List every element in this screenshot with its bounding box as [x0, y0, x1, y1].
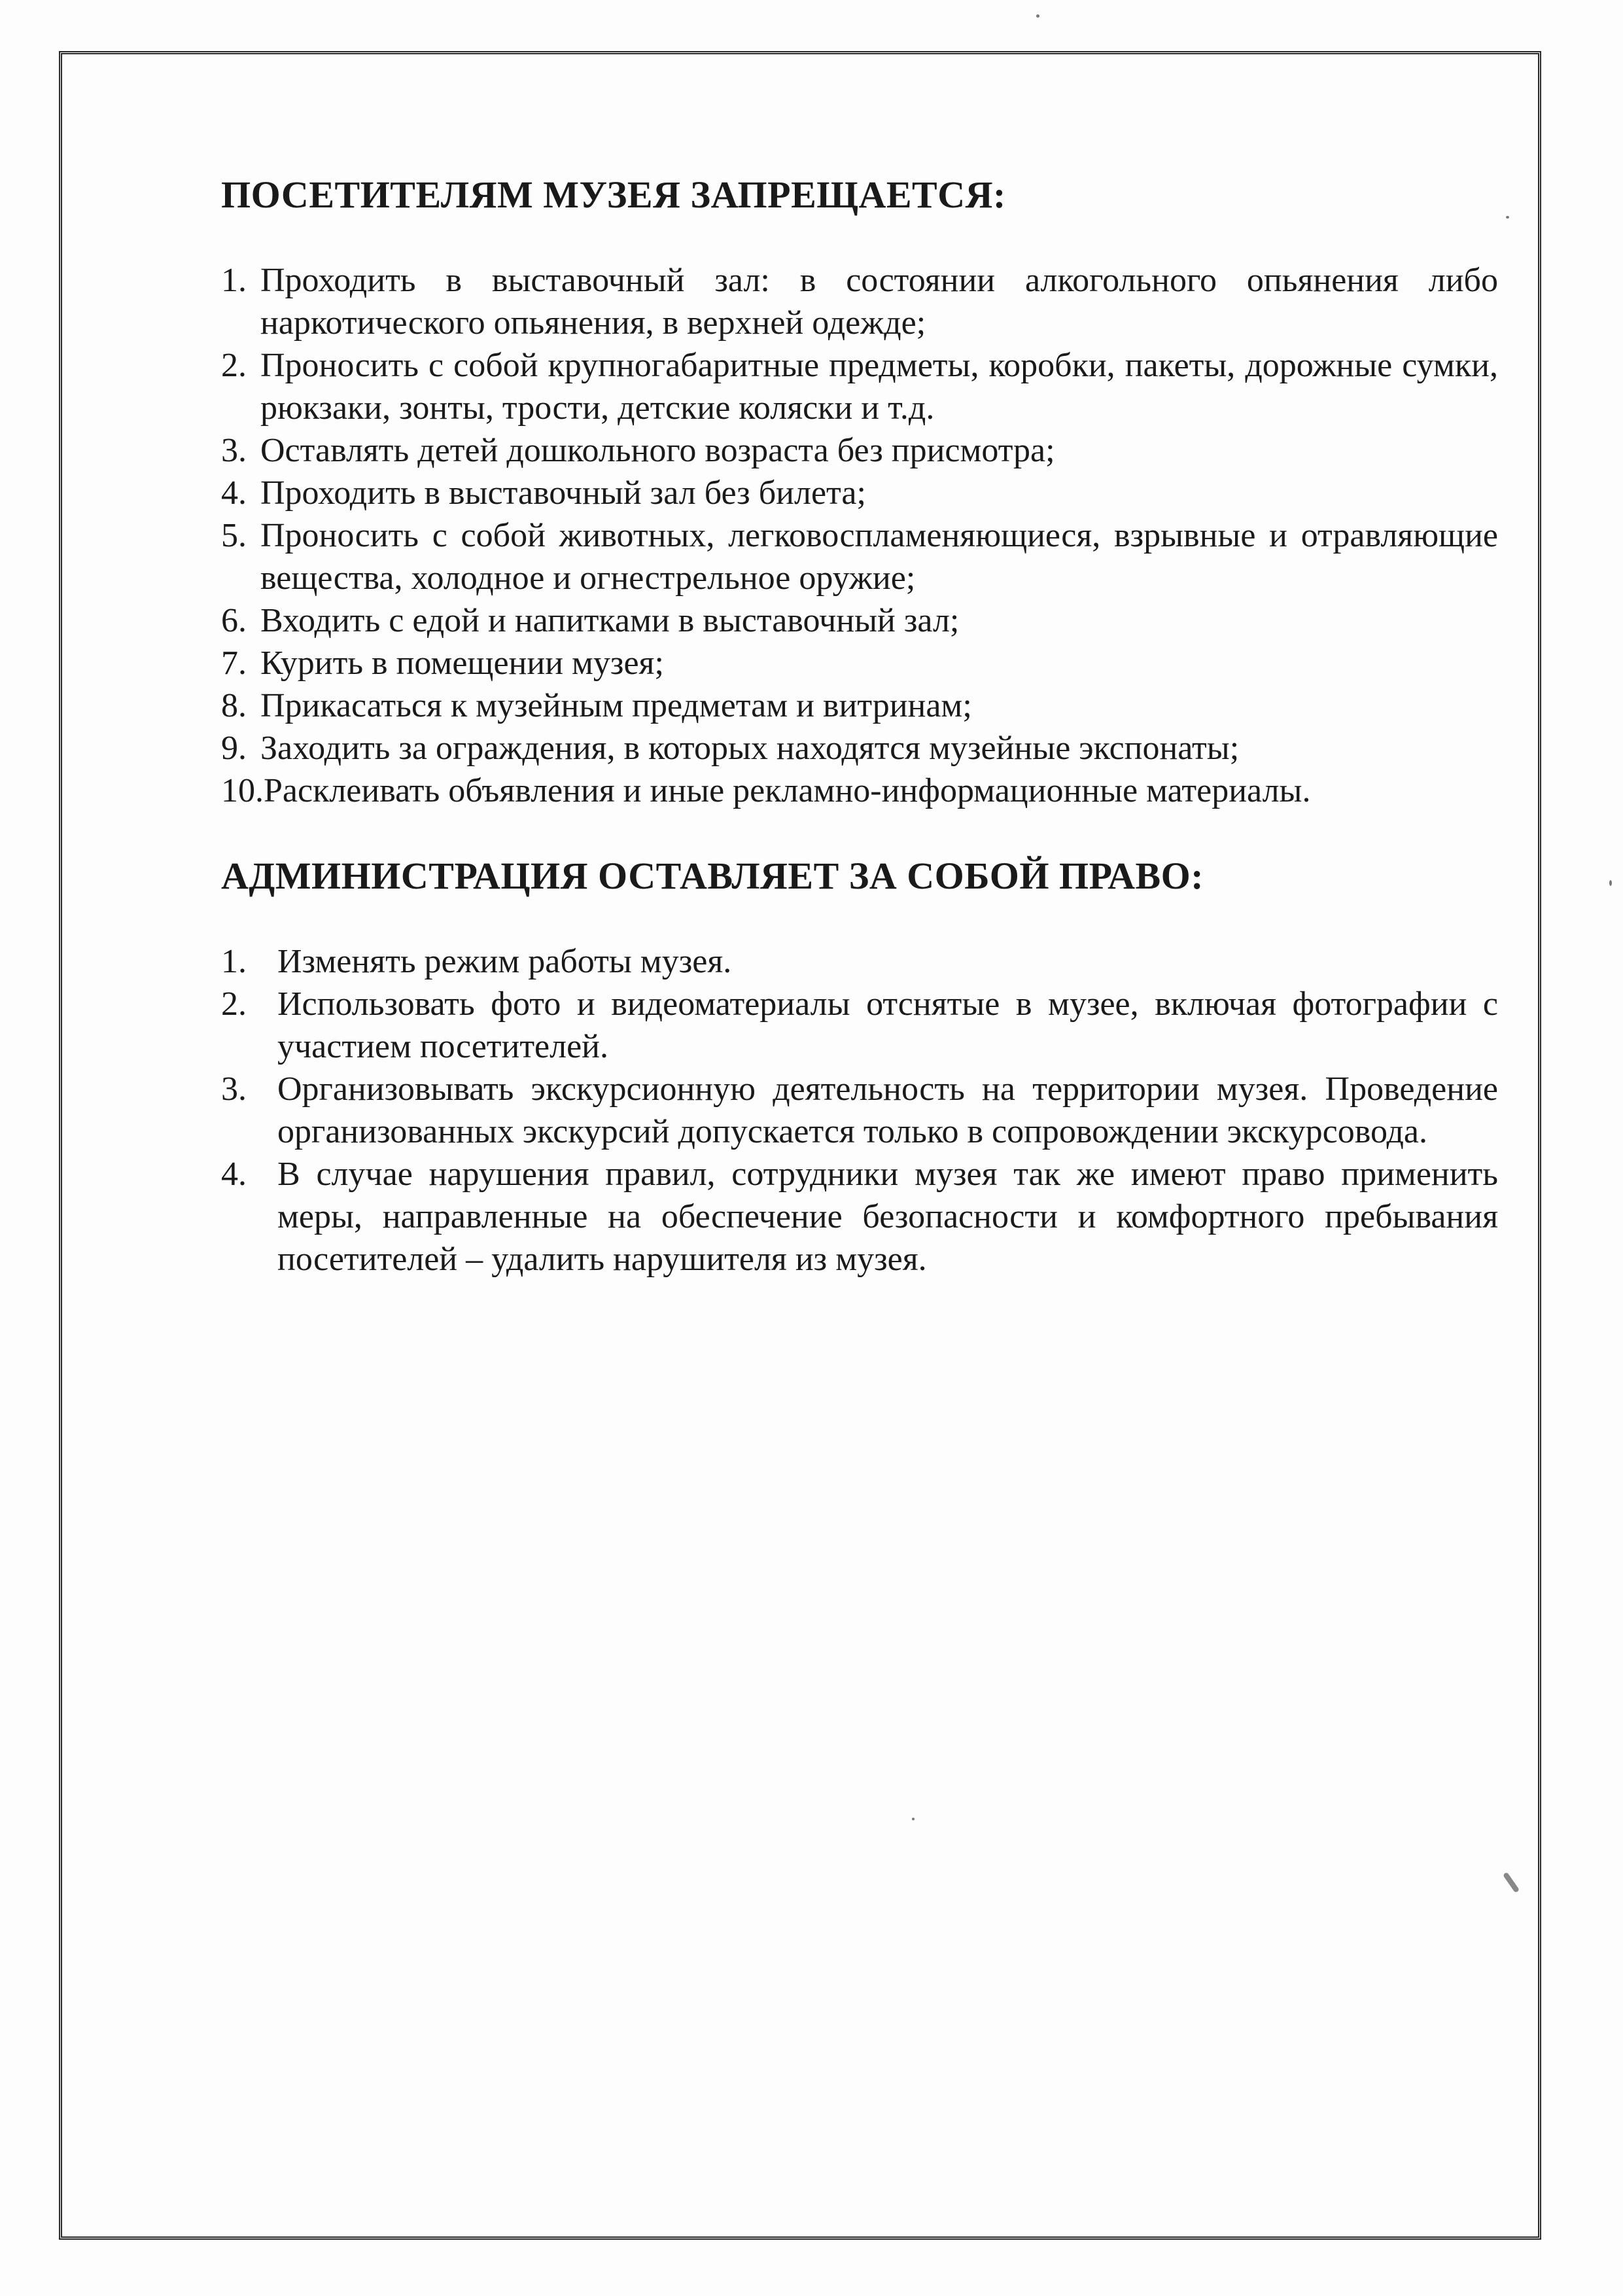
item-number: 10.: [221, 772, 264, 809]
item-number: 2.: [221, 985, 247, 1023]
list-item: [221, 514, 1498, 599]
item-text: Проходить в выставочный зал: в состоянии алкогольного опьянения либо наркотического опьянения, в верхней одежде;: [260, 262, 1498, 342]
list-item: [221, 429, 1498, 472]
item-number: 1.: [221, 943, 247, 980]
scan-speck: [1036, 14, 1039, 18]
scan-speck: [1506, 216, 1509, 219]
item-text: Оставлять детей дошкольного возраста без присмотра;: [260, 432, 1055, 469]
section-heading-prohibited: ПОСЕТИТЕЛЯМ МУЗЕЯ ЗАПРЕЩАЕТСЯ:: [221, 173, 1006, 216]
scan-speck: [912, 1818, 915, 1820]
item-number: 4.: [221, 474, 247, 512]
item-text: Изменять режим работы музея.: [277, 943, 732, 980]
item-number: 8.: [221, 687, 247, 724]
list-item: [221, 1068, 1498, 1153]
list-item: [221, 727, 1498, 769]
item-text: Проносить с собой крупногабаритные предметы, коробки, пакеты, дорожные сумки, рюкзаки, зонты, трости, детские коляски и т.д.: [260, 347, 1498, 427]
item-text: Проходить в выставочный зал без билета;: [260, 474, 866, 512]
scan-speck: [1609, 880, 1612, 886]
administration-rights-list: [221, 940, 1498, 1280]
item-text: Входить с едой и напитками в выставочный зал;: [260, 602, 960, 639]
item-number: 1.: [221, 262, 247, 299]
item-text: Расклеивать объявления и иные рекламно-информационные материалы.: [264, 772, 1311, 809]
item-text: Использовать фото и видеоматериалы отснятые в музее, включая фотографии с участием посетителей.: [277, 985, 1498, 1065]
list-item: [221, 983, 1498, 1068]
item-number: 3.: [221, 432, 247, 469]
list-item: [221, 642, 1498, 684]
item-number: 5.: [221, 517, 247, 554]
item-number: 2.: [221, 347, 247, 384]
item-text: В случае нарушения правил, сотрудники музея так же имеют право применить меры, направленные на обеспечение безопасности и комфортного пребывания посетителей – удалить нарушителя из музея.: [277, 1156, 1498, 1278]
item-text: Проносить с собой животных, легковоспламеняющиеся, взрывные и отравляющие вещества, холодное и огнестрельное оружие;: [260, 517, 1498, 597]
list-item: [221, 684, 1498, 727]
item-text: Прикасаться к музейным предметам и витринам;: [260, 687, 972, 724]
list-item: [221, 940, 1498, 983]
list-item: [221, 344, 1498, 429]
list-item: [221, 769, 1498, 812]
section-heading-administration: АДМИНИСТРАЦИЯ ОСТАВЛЯЕТ ЗА СОБОЙ ПРАВО:: [221, 855, 1204, 897]
document-body: [221, 171, 1498, 1280]
list-item: [221, 259, 1498, 344]
item-number: 3.: [221, 1070, 247, 1108]
list-item: [221, 599, 1498, 642]
item-number: 7.: [221, 645, 247, 682]
item-number: 9.: [221, 730, 247, 767]
list-item: [221, 472, 1498, 514]
item-number: 4.: [221, 1156, 247, 1193]
list-item: [221, 1153, 1498, 1280]
item-text: Организовывать экскурсионную деятельность на территории музея. Проведение организованных экскурсий допускается только в сопровождении экскурсовода.: [277, 1070, 1498, 1150]
item-text: Заходить за ограждения, в которых находятся музейные экспонаты;: [260, 730, 1240, 767]
prohibited-list: [221, 259, 1498, 812]
item-text: Курить в помещении музея;: [260, 645, 664, 682]
item-number: 6.: [221, 602, 247, 639]
